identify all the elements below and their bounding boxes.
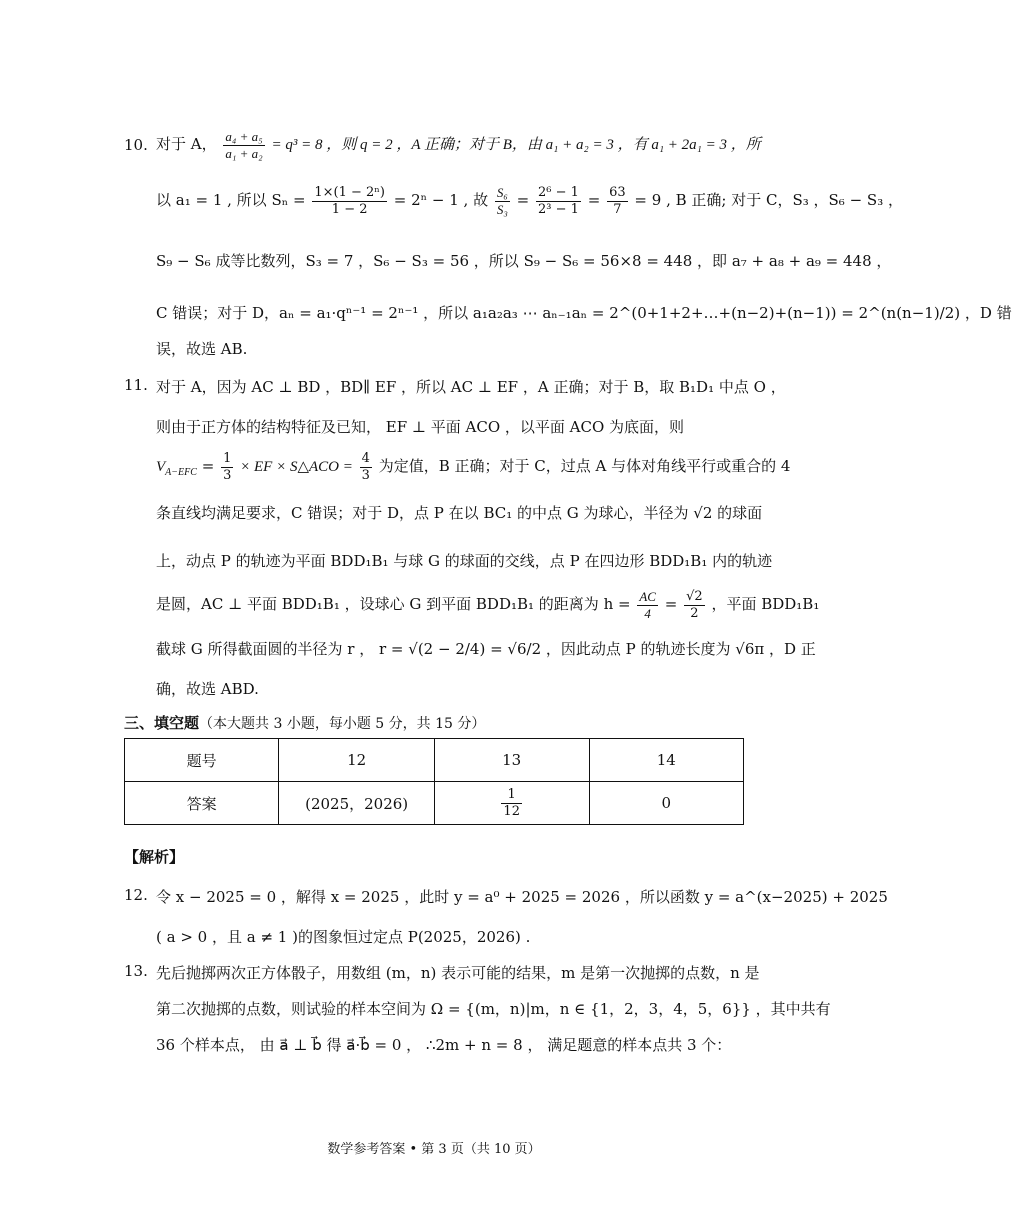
answer-12-cell: (2025，2026) xyxy=(279,782,435,825)
q13-line-2: 第二次抛掷的点数，则试验的样本空间为 Ω = {(m，n)|m，n ∈ {1，2，3，4，5，6}} ，其中共有 xyxy=(156,1000,831,1018)
analysis-label: 【解析】 xyxy=(124,848,185,866)
q12-line-2: ( a > 0 ，且 a ≠ 1 )的图象恒过定点 P(2025，2026) . xyxy=(156,928,531,946)
table-header-row xyxy=(125,739,744,782)
q10-number: 10. xyxy=(124,136,148,154)
answer-14-cell: 0 xyxy=(589,782,744,825)
table-answer-row xyxy=(125,782,744,825)
q10-line-1: 对于 A， $\frac{\text{a₄ + a₅}}{\text{a₁ + a₂}}$ = q³ = 8 ，则 q = 2 ，A 正确；对于 B，由 a₁ + a₂ = 3 ，有 a₁ + 2a₁ = 3 ，所 xyxy=(156,128,761,161)
answer-table xyxy=(124,738,744,825)
answer-label: 答案 xyxy=(125,782,279,825)
q10-line-4: C 错误；对于 D，aₙ = a₁·qⁿ⁻¹ = 2ⁿ⁻¹ ，所以 a₁a₂a₃ ⋯ aₙ₋₁aₙ = 2^(0+1+2+…+(n−2)+(n−1)) = 2^(n(n−1)/2) ，D 错 xyxy=(156,304,1012,322)
q11-line-5: 上，动点 P 的轨迹为平面 BDD₁B₁ 与球 G 的球面的交线，点 P 在四边形 BDD₁B₁ 内的轨迹 xyxy=(156,552,773,570)
q10-line-2: 以 a₁ = 1 , 所以 Sₙ = $\frac{\text{1×(1 − 2ⁿ)}}{1 - 2}$ = 2ⁿ − 1 , 故 $\frac{\text{S₆}}{\text{S₃}}$ = $\frac{\text{2⁶ − 1}}{\text{2³ − 1}}$ = $\frac{63}{7}$ = 9 , B 正确; 对于 C，S₃ ，S₆ − S₃ ， xyxy=(156,184,903,217)
q10-line-3: S₉ − S₆ 成等比数列，S₃ = 7 ，S₆ − S₃ = 56 ，所以 S₉ − S₆ = 56×8 = 448 ，即 a₇ + a₈ + a₉ = 448 ， xyxy=(156,252,892,270)
q10-line-5: 误，故选 AB. xyxy=(156,340,248,358)
question-13-cell: 13 xyxy=(434,739,589,782)
q11-line-7: 截球 G 所得截面圆的半径为 r ， r = √(2 − 2/4) = √6/2 ，因此动点 P 的轨迹长度为 √6π ，D 正 xyxy=(156,640,816,658)
q11-line-3: $V_{A-EFC}$ = $\frac{1}{3}$ × EF × S△ACO = $\frac{4}{3}$ 为定值，B 正确；对于 C，过点 A 与体对角线平行或重合的 4 xyxy=(156,450,791,483)
q12-number: 12. xyxy=(124,886,148,904)
q11-line-4: 条直线均满足要求，C 错误；对于 D，点 P 在以 BC₁ 的中点 G 为球心，半径为 √2 的球面 xyxy=(156,504,763,522)
q10-fraction: $\frac{\text{a₄ + a₅}}{\text{a₁ + a₂}}$ xyxy=(225,128,263,161)
q11-line-8: 确，故选 ABD. xyxy=(156,680,259,698)
q11-line-6: 是圆，AC ⊥ 平面 BDD₁B₁ ，设球心 G 到平面 BDD₁B₁ 的距离为 h = $\frac{AC}{4}$ = $\frac{√2}{2}$ ，平面 BDD₁B₁ xyxy=(156,588,820,621)
question-14-cell: 14 xyxy=(589,739,744,782)
q13-number: 13. xyxy=(124,962,148,980)
q11-number: 11. xyxy=(124,376,148,394)
answer-13-cell: $\frac{1}{12}$ xyxy=(434,782,589,825)
q13-line-3: 36 个样本点， 由 a⃗ ⊥ b⃗ 得 a⃗·b⃗ = 0 ， ∴2m + n = 8 ， 满足题意的样本点共 3 个： xyxy=(156,1036,732,1054)
question-12-cell: 12 xyxy=(279,739,435,782)
header-label: 题号 xyxy=(125,739,279,782)
section-3-heading: 三、填空题（本大题共 3 小题，每小题 5 分，共 15 分） xyxy=(124,714,486,732)
q11-line-2: 则由于正方体的结构特征及已知， EF ⊥ 平面 ACO ，以平面 ACO 为底面，则 xyxy=(156,418,685,436)
q11-line-1: 对于 A，因为 AC ⊥ BD ，BD∥ EF ，所以 AC ⊥ EF ，A 正确；对于 B，取 B₁D₁ 中点 O ， xyxy=(156,378,786,396)
q12-line-1: 令 x − 2025 = 0 ，解得 x = 2025 ，此时 y = a⁰ + 2025 = 2026 ，所以函数 y = a^(x−2025) + 2025 xyxy=(156,888,888,906)
page-footer: 数学参考答案 • 第 3 页（共 10 页） xyxy=(327,1142,541,1157)
q13-line-1: 先后抛掷两次正方体骰子，用数组 (m，n) 表示可能的结果，m 是第一次抛掷的点数，n 是 xyxy=(156,964,760,982)
